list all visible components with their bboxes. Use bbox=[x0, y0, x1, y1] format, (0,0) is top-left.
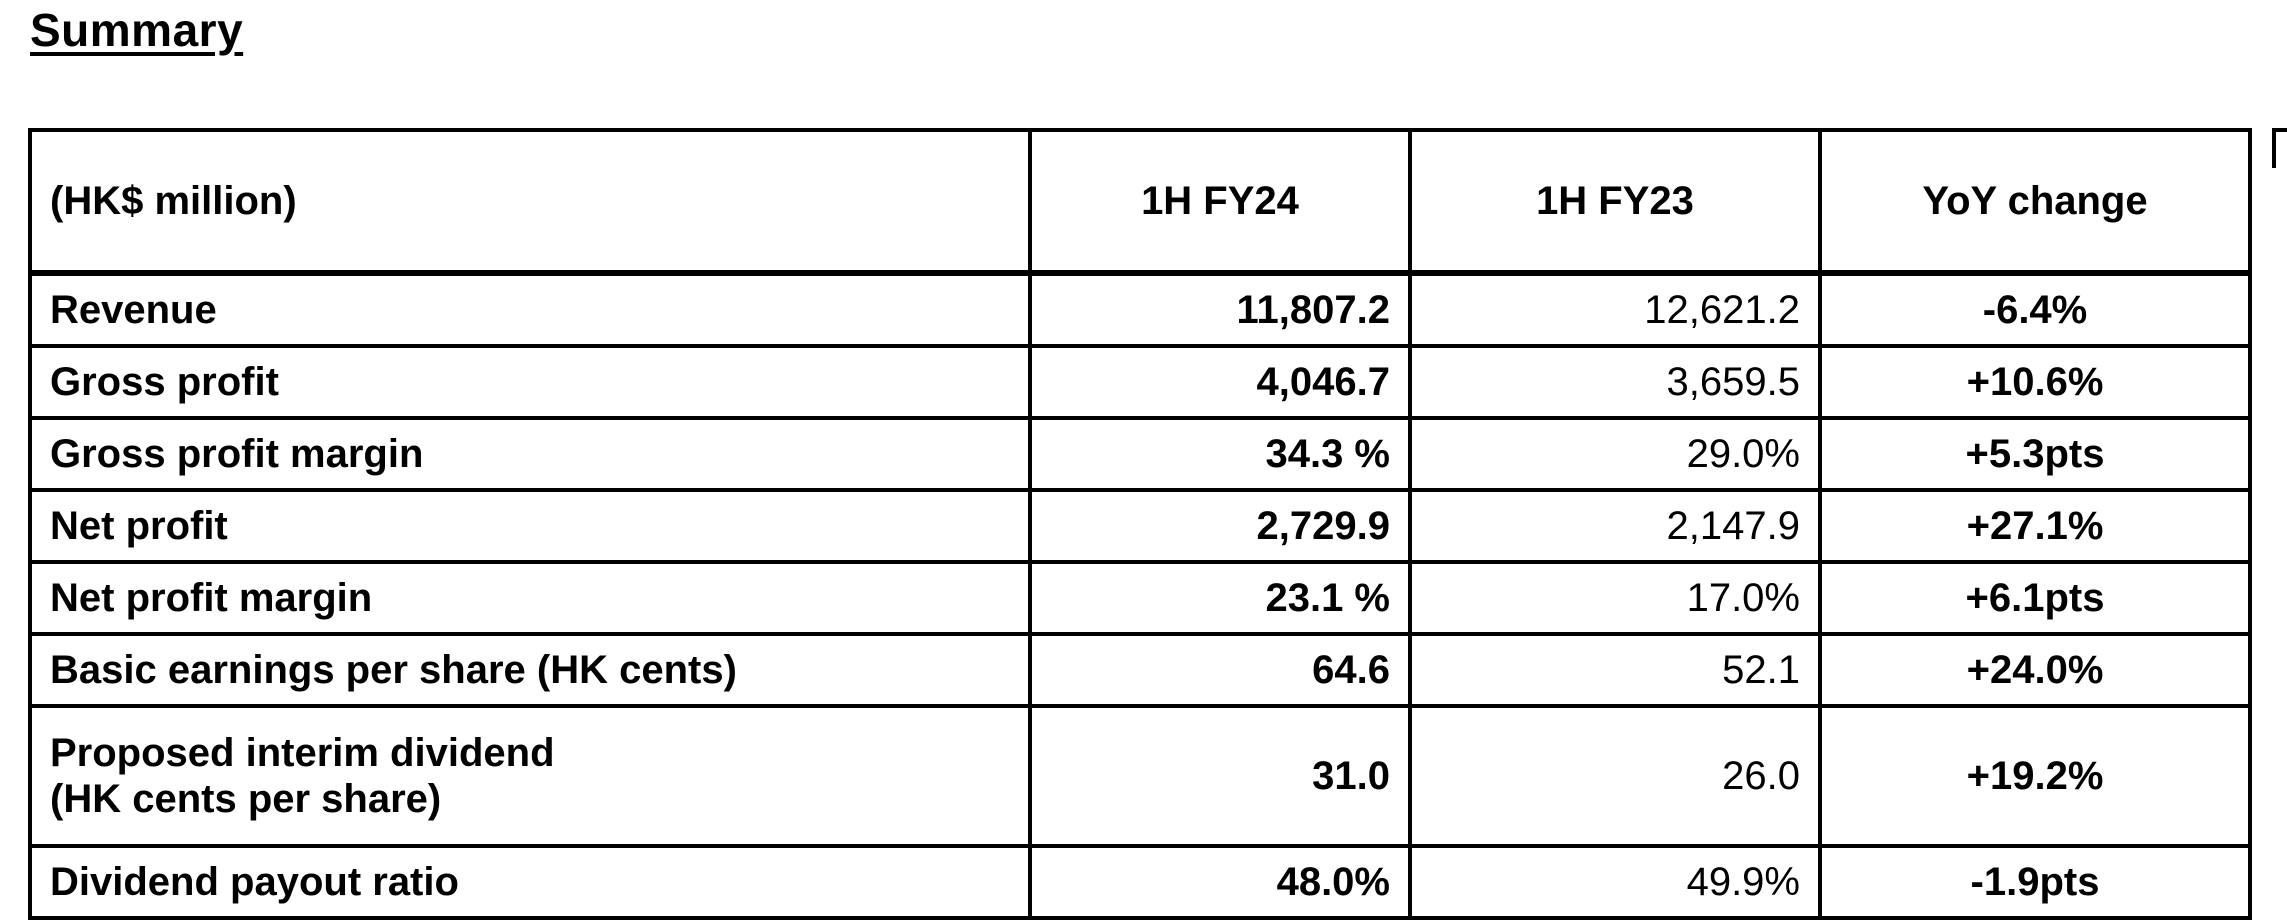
edge-mark bbox=[2272, 128, 2287, 168]
row-value-fy24: 23.1 % bbox=[1030, 562, 1410, 634]
row-value-fy24: 2,729.9 bbox=[1030, 490, 1410, 562]
row-label: Net profit bbox=[30, 490, 1030, 562]
row-value-yoy: +24.0% bbox=[1820, 634, 2250, 706]
row-value-fy23: 29.0% bbox=[1410, 418, 1820, 490]
row-label-line-1: Proposed interim dividend bbox=[50, 730, 555, 775]
row-value-fy24: 34.3 % bbox=[1030, 418, 1410, 490]
page-title: Summary bbox=[30, 4, 244, 56]
row-label: Gross profit margin bbox=[30, 418, 1030, 490]
row-value-yoy: -6.4% bbox=[1820, 273, 2250, 346]
row-label: Net profit margin bbox=[30, 562, 1030, 634]
row-value-fy23: 12,621.2 bbox=[1410, 273, 1820, 346]
row-value-yoy: +10.6% bbox=[1820, 346, 2250, 418]
row-label: Revenue bbox=[30, 273, 1030, 346]
table-row bbox=[30, 562, 2250, 634]
column-header-1h-fy23: 1H FY23 bbox=[1410, 130, 1820, 273]
row-value-fy23: 17.0% bbox=[1410, 562, 1820, 634]
column-header-units: (HK$ million) bbox=[30, 130, 1030, 273]
column-header-yoy-change: YoY change bbox=[1820, 130, 2250, 273]
table-row bbox=[30, 634, 2250, 706]
row-value-fy24: 31.0 bbox=[1030, 706, 1410, 846]
row-value-fy23: 52.1 bbox=[1410, 634, 1820, 706]
row-value-yoy: +19.2% bbox=[1820, 706, 2250, 846]
row-label: Gross profit bbox=[30, 346, 1030, 418]
row-value-fy24: 64.6 bbox=[1030, 634, 1410, 706]
row-label bbox=[30, 706, 1030, 846]
row-value-fy24: 4,046.7 bbox=[1030, 346, 1410, 418]
table-row bbox=[30, 273, 2250, 346]
row-value-fy23: 49.9% bbox=[1410, 846, 1820, 918]
summary-table bbox=[28, 128, 2252, 920]
row-label: Basic earnings per share (HK cents) bbox=[30, 634, 1030, 706]
row-value-yoy: +27.1% bbox=[1820, 490, 2250, 562]
table-row bbox=[30, 418, 2250, 490]
row-value-fy24: 11,807.2 bbox=[1030, 273, 1410, 346]
column-header-1h-fy24: 1H FY24 bbox=[1030, 130, 1410, 273]
row-value-fy23: 3,659.5 bbox=[1410, 346, 1820, 418]
row-value-yoy: -1.9pts bbox=[1820, 846, 2250, 918]
row-value-fy24: 48.0% bbox=[1030, 846, 1410, 918]
row-value-yoy: +6.1pts bbox=[1820, 562, 2250, 634]
table-row bbox=[30, 346, 2250, 418]
row-label-line-2: (HK cents per share) bbox=[50, 777, 442, 821]
row-value-fy23: 2,147.9 bbox=[1410, 490, 1820, 562]
table-row bbox=[30, 490, 2250, 562]
table-row bbox=[30, 846, 2250, 918]
row-value-yoy: +5.3pts bbox=[1820, 418, 2250, 490]
row-value-fy23: 26.0 bbox=[1410, 706, 1820, 846]
table-header-row bbox=[30, 130, 2250, 273]
table-row bbox=[30, 706, 2250, 846]
row-label: Dividend payout ratio bbox=[30, 846, 1030, 918]
